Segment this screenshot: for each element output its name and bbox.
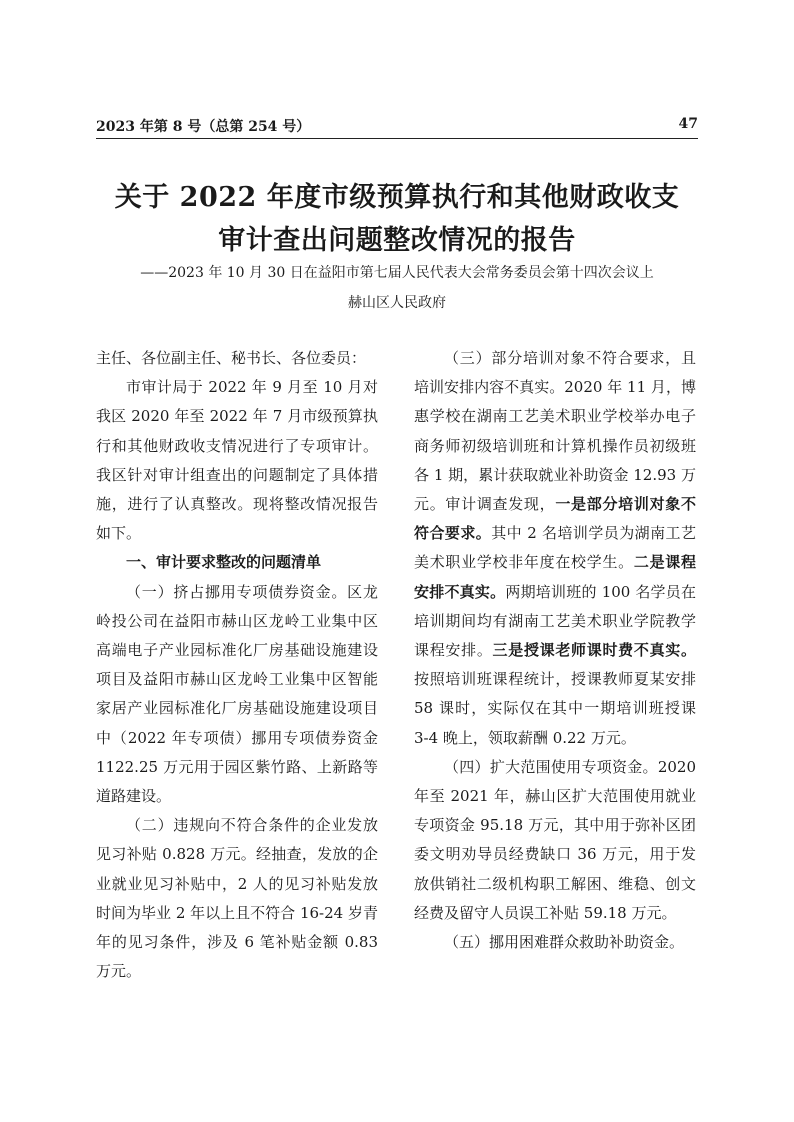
report-subtitle-author: 赫山区人民政府 bbox=[348, 295, 446, 311]
page-header bbox=[96, 116, 698, 138]
left-column bbox=[96, 344, 378, 986]
header-divider bbox=[96, 138, 698, 139]
section-heading: 一、审计要求整改的问题清单 bbox=[126, 553, 322, 572]
item-3-detail-2: 两期培训班的 100 名学员在培训期间均有湖南工艺美术职业学院教学课程安排。 bbox=[414, 582, 696, 660]
item-3-paragraph bbox=[414, 344, 696, 753]
item-2-paragraph: （二）违规向不符合条件的企业发放见习补贴 0.828 万元。经抽查，发放的企业就业见习补贴中，2 人的见习补贴发放时间为毕业 2 年以上且不符合 16-24 岁青年的见习条件，涉及 6 笔补贴金额 0.83 万元。 bbox=[96, 816, 378, 981]
item-3-point-2: 二是课程安排不真实。 bbox=[414, 553, 696, 601]
report-title-line-1: 关于 2022 年度市级预算执行和其他财政收支 bbox=[114, 182, 680, 213]
salutation: 主任、各位副主任、秘书长、各位委员： bbox=[96, 349, 367, 367]
right-column bbox=[414, 344, 696, 957]
item-5-paragraph: （五）挪用困难群众救助补助资金。 bbox=[444, 933, 685, 952]
item-3-point-3: 三是授课老师课时费不真实。 bbox=[492, 641, 696, 660]
issue-label: 2023 年第 8 号（总第 254 号） bbox=[96, 119, 311, 135]
item-3-detail-1: 其中 2 名培训学员为湖南工艺美术职业学校非年度在校学生。 bbox=[414, 524, 696, 572]
report-title-line-2: 审计查出问题整改情况的报告 bbox=[218, 225, 576, 256]
item-3-point-1: 一是部分培训对象不符合要求。 bbox=[414, 495, 696, 543]
item-1-paragraph: （一）挤占挪用专项债券资金。区龙岭投公司在益阳市赫山区龙岭工业集中区高端电子产业园标准化厂房基础设施建设项目及益阳市赫山区龙岭工业集中区智能家居产业园标准化厂房基础设施建设项目中（2022 年专项债）挪用专项债券资金 1122.25 万元用于园区紫竹路、上新路等道路建设。 bbox=[96, 582, 378, 806]
item-4-paragraph: （四）扩大范围使用专项资金。2020 年至 2021 年，赫山区扩大范围使用就业专项资金 95.18 万元，其中用于弥补区团委文明劝导员经费缺口 36 万元，用于发放供销社二级机构职工解困、维稳、创文经费及留守人员误工补贴 59.18 万元。 bbox=[414, 757, 696, 922]
intro-paragraph: 市审计局于 2022 年 9 月至 10 月对我区 2020 年至 2022 年 7 月市级预算执行和其他财政收支情况进行了专项审计。我区针对审计组查出的问题制定了具体措施，进行了认真整改。现将整改情况报告如下。 bbox=[96, 378, 378, 543]
item-3-detail-3: 按照培训班课程统计，授课教师夏某安排 58 课时，实际仅在其中一期培训班授课 3-4 晚上，领取薪酬 0.22 万元。 bbox=[414, 670, 696, 747]
page-number: 47 bbox=[678, 116, 698, 132]
report-subtitle-meeting: ——2023 年 10 月 30 日在益阳市第七届人民代表大会常务委员会第十四次会议上 bbox=[140, 265, 654, 281]
item-3-intro: （三）部分培训对象不符合要求，且培训安排内容不真实。2020 年 11 月，博惠学校在湖南工艺美术职业学校举办电子商务师初级培训班和计算机操作员初级班各 1 期，累计获取就业补助资金 12.93 万元。审计调查发现， bbox=[414, 349, 696, 514]
